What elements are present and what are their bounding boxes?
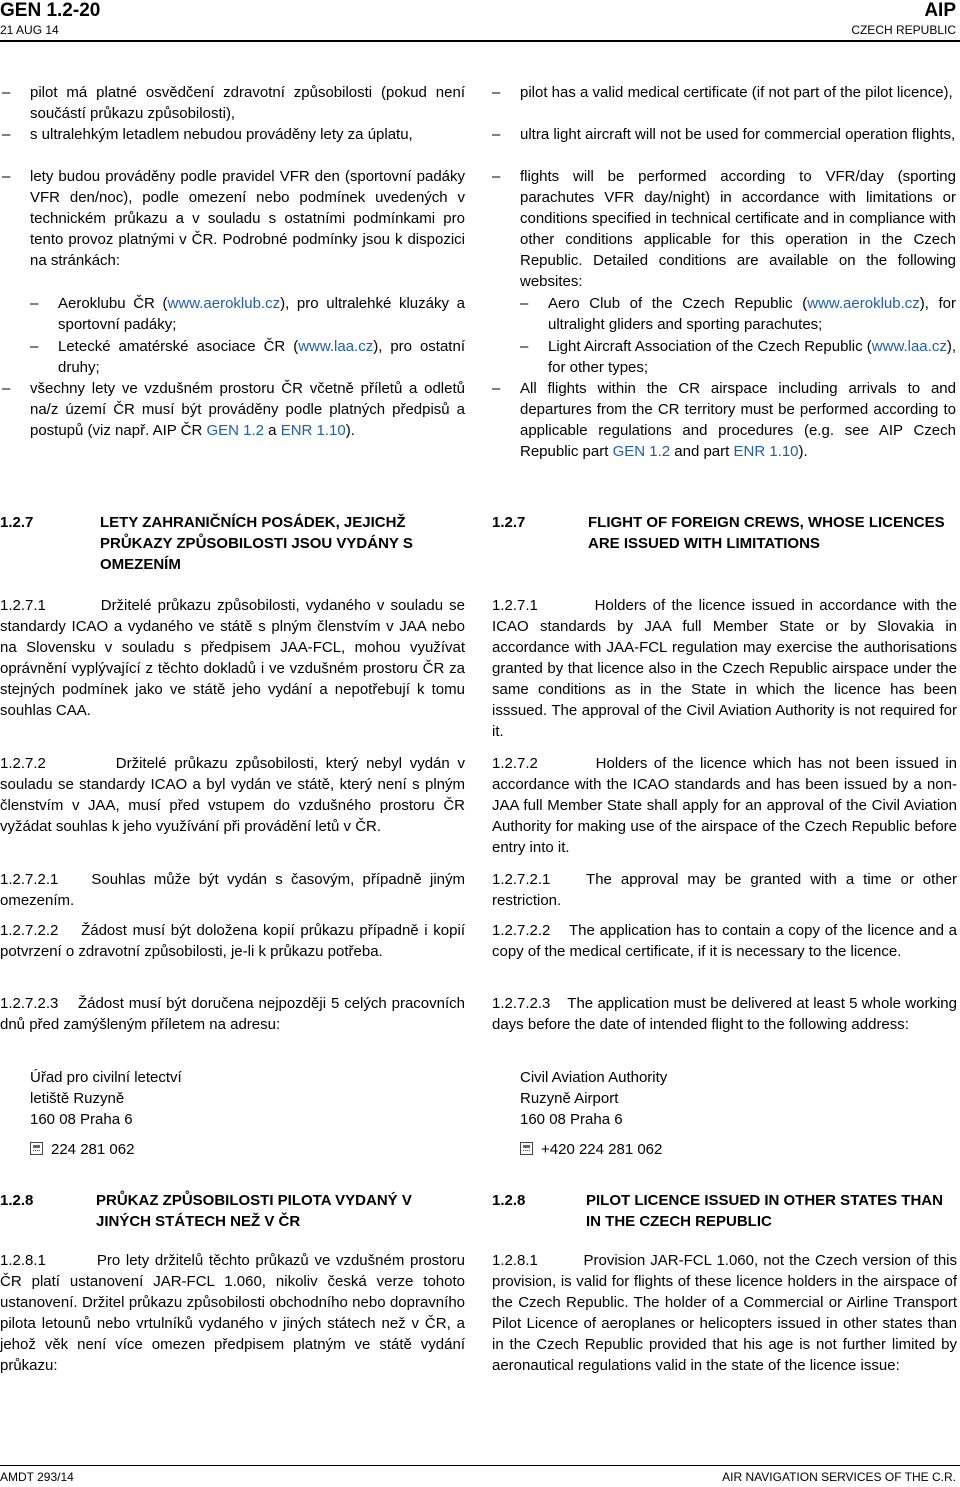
list-item: – lety budou prováděny podle pravidel VFR den (sportovní padáky VFR den/noc), podle omezení nebo podmínek uvedených v technickém průkazu a v souladu s ostatními podmínkami pro tento provoz platnými v ČR. Podrobné podmínky jsou k dispozici na stránkách: [2, 168, 465, 269]
amendment-number: AMDT 293/14 [0, 1470, 74, 1484]
aeroklub-link[interactable]: www.aeroklub.cz [807, 295, 920, 312]
list-item: – Light Aircraft Association of the Czech Republic (www.laa.cz), for other types; [520, 338, 956, 376]
section-heading-1-2-7: 1.2.7 LETY ZAHRANIČNÍCH POSÁDEK, JEJICHŽ PRŮKAZY ZPŮSOBILOSTI JSOU VYDÁNY S OMEZENÍM [0, 514, 413, 573]
phone-number: +420 224 281 062 [520, 1139, 662, 1160]
paragraph-1-2-7-2-1: 1.2.7.2.1 The approval may be granted with a time or other restriction. [492, 871, 957, 909]
list-item: – s ultralehkým letadlem nebudou prováděny lety za úplatu, [2, 126, 413, 143]
gen-1-2-link[interactable]: GEN 1.2 [612, 443, 671, 460]
paragraph-1-2-7-2-2: 1.2.7.2.2 Žádost musí být doložena kopií průkazu případně i kopií potvrzení o zdravotní způsobilosti, je-li k průkazu potřeba. [0, 922, 465, 960]
laa-link[interactable]: www.laa.cz [298, 338, 374, 355]
list-item: – All flights within the CR airspace including arrivals to and departures from the CR territory must be performed according to applicable regulations and procedures (e.g. see AIP Czech Republic part GEN 1.2 and part ENR 1.10). [492, 380, 956, 460]
address-block: Úřad pro civilní letectví letiště Ruzyně 160 08 Praha 6 [30, 1069, 182, 1128]
list-item: – Aeroklubu ČR (www.aeroklub.cz), pro ultralehké kluzáky a sportovní padáky; [30, 295, 465, 333]
paragraph-1-2-7-2: 1.2.7.2 Držitelé průkazu způsobilosti, který nebyl vydán v souladu se standardy ICAO a byl vydán ve státě, který není s plným členstvím v JAA, musí před vstupem do vzdušného prostoru ČR vyžádat souhlas k jeho využívání při provádění letů v ČR. [0, 755, 465, 835]
list-item: – flights will be performed according to VFR/day (sporting parachutes VFR day/night) in accordance with limitations or conditions specified in technical certificate and in compliance with other conditions applicable for this operation in the Czech Republic. Detailed conditions are available on the following websites: [492, 168, 956, 290]
publisher-name: AIR NAVIGATION SERVICES OF THE C.R. [722, 1470, 956, 1484]
paragraph-1-2-8-1: 1.2.8.1 Provision JAR-FCL 1.060, not the Czech version of this provision, is valid for flights of these licence holders in the airspace of the Czech Republic. The holder of a Commercial or Airline Transport Pilot Licence of aeroplanes or helicopters issued in other states than in the Czech Republic provided that his age is not further limited by aeronautical regulations valid in the state of the licence issue: [492, 1252, 957, 1374]
laa-link[interactable]: www.laa.cz [871, 338, 947, 355]
section-heading-1-2-8: 1.2.8 PRŮKAZ ZPŮSOBILOSTI PILOTA VYDANÝ V JINÝCH STÁTECH NEŽ V ČR [0, 1192, 412, 1230]
paragraph-1-2-7-2-3: 1.2.7.2.3 Žádost musí být doručena nejpozději 5 celých pracovních dnů před zamýšleným příletem na adresu: [0, 995, 465, 1033]
aeroklub-link[interactable]: www.aeroklub.cz [167, 295, 281, 312]
address-block: Civil Aviation Authority Ruzyně Airport 160 08 Praha 6 [520, 1069, 668, 1128]
section-heading-1-2-7: 1.2.7 FLIGHT OF FOREIGN CREWS, WHOSE LICENCES ARE ISSUED WITH LIMITATIONS [492, 514, 945, 552]
list-item: – pilot has a valid medical certificate (if not part of the pilot licence), [492, 84, 953, 101]
paragraph-1-2-7-2-3: 1.2.7.2.3 The application must be delivered at least 5 whole working days before the date of intended flight to the following address: [492, 995, 957, 1033]
section-heading-1-2-8: 1.2.8 PILOT LICENCE ISSUED IN OTHER STATES THAN IN THE CZECH REPUBLIC [492, 1192, 943, 1230]
enr-1-10-link[interactable]: ENR 1.10 [280, 422, 346, 439]
english-column [492, 0, 957, 1460]
paragraph-1-2-7-1: 1.2.7.1 Holders of the licence issued in accordance with the ICAO standards by JAA full Member State or by Slovakia in accordance with JAA-FCL regulation may exercise the authorisations granted by that licence also in the Czech Republic airspace under the same conditions as in the State in which the licence has been isssued. The approval of the Civil Aviation Authority is not required for it. [492, 597, 957, 740]
page-date: 21 AUG 14 [0, 23, 59, 37]
paragraph-1-2-7-1: 1.2.7.1 Držitelé průkazu způsobilosti, vydaného v souladu se standardy ICAO a vydaného ve státě s plným členstvím v JAA nebo na Slovensku v souladu s předpisem JAA-FCL, mohou využívat oprávnění vyplývající z těchto dokladů i ve vzdušném prostoru ČR za stejných podmínek jako ve státě jeho vydání a nepotřebují k tomu souhlas CAA. [0, 597, 465, 719]
list-item: – ultra light aircraft will not be used for commercial operation flights, [492, 126, 956, 143]
country-name: CZECH REPUBLIC [851, 23, 956, 37]
czech-column [0, 0, 465, 1460]
paragraph-1-2-7-2-1: 1.2.7.2.1 Souhlas může být vydán s časovým, případně jiným omezením. [0, 871, 465, 909]
list-item: – pilot má platné osvědčení zdravotní způsobilosti (pokud není součástí průkazu způsobilosti), [2, 84, 465, 122]
paragraph-1-2-7-2: 1.2.7.2 Holders of the licence which has not been issued in accordance with the ICAO standards and has been issued by a non-JAA full Member State shall apply for an approval of the Civil Aviation Authority for making use of the airspace of the Czech Republic before entry into it. [492, 755, 957, 856]
footer-divider [0, 1465, 960, 1466]
gen-1-2-link[interactable]: GEN 1.2 [206, 422, 265, 439]
publication-name: AIP [924, 0, 956, 21]
list-item: – Aero Club of the Czech Republic (www.aeroklub.cz), for ultralight gliders and sporting parachutes; [520, 295, 957, 333]
phone-number: 224 281 062 [30, 1139, 134, 1160]
list-item: – Letecké amatérské asociace ČR (www.laa.cz), pro ostatní druhy; [30, 338, 465, 376]
paragraph-1-2-8-1: 1.2.8.1 Pro lety držitelů těchto průkazů ve vzdušném prostoru ČR platí ustanovení JAR-FCL 1.060, nikoliv česká verze tohoto ustanovení. Držitel průkazu způsobilosti obchodního nebo dopravního pilota letounů nebo vrtulníků vydaného v jiných státech než v ČR, a jehož věk není více omezen předpisem platným ve státě vydání průkazu: [0, 1252, 466, 1374]
page-id: GEN 1.2-20 [0, 0, 101, 21]
list-item: – všechny lety ve vzdušném prostoru ČR včetně příletů a odletů na/z území ČR musí být prováděny podle platných předpisů a postupů (viz např. AIP ČR GEN 1.2 a ENR 1.10). [2, 380, 465, 439]
enr-1-10-link[interactable]: ENR 1.10 [733, 443, 799, 460]
paragraph-1-2-7-2-2: 1.2.7.2.2 The application has to contain a copy of the licence and a copy of the medical certificate, if it is necessary to the licence. [492, 922, 957, 960]
telephone-icon [30, 1142, 43, 1155]
telephone-icon [520, 1142, 533, 1155]
